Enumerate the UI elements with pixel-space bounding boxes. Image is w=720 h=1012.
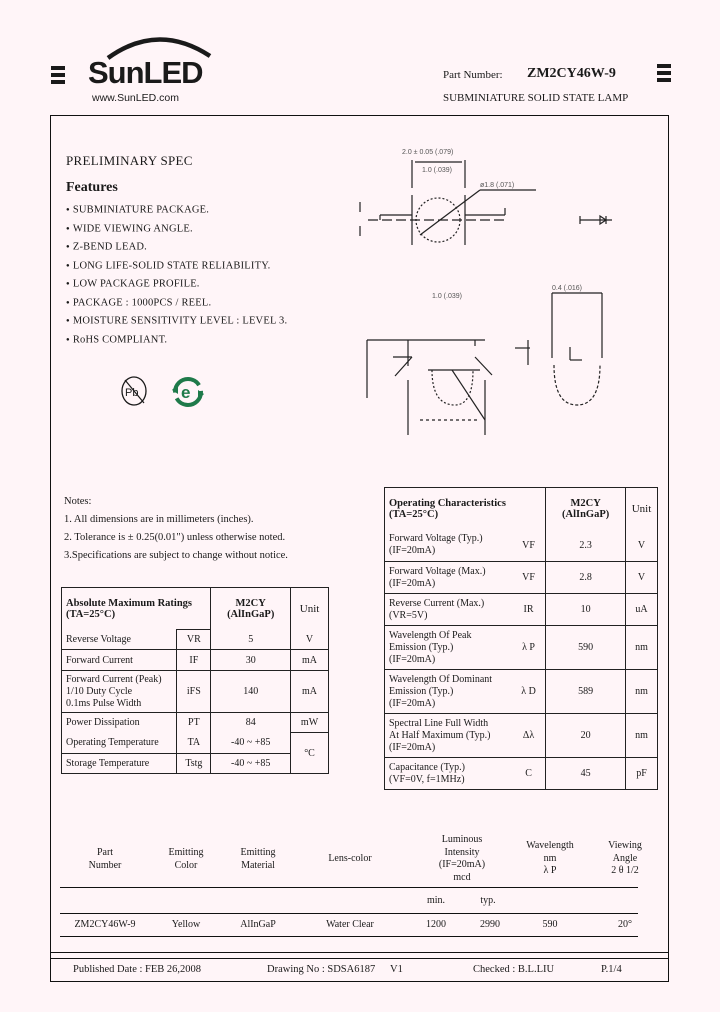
spec-status: PRELIMINARY SPEC	[66, 153, 193, 168]
table-row: Forward Voltage (Typ.) (IF=20mA) VF 2.3 V	[385, 530, 658, 562]
table-row: Forward Current (Peak) 1/10 Duty Cycle 0.1ms Pulse Width iFS 140 mA	[62, 671, 329, 713]
pb-free-icon	[120, 374, 150, 408]
feature-item: ● RoHS COMPLIANT.	[66, 331, 287, 350]
header-viewing-angle: Viewing Angle 2 θ 1/2	[608, 840, 642, 876]
footer-divider	[50, 958, 669, 959]
feature-item: ● SUBMINIATURE PACKAGE.	[66, 201, 287, 220]
abs-max-unit-header: Unit	[291, 588, 329, 630]
divider	[60, 913, 638, 914]
svg-text:e: e	[181, 383, 191, 402]
divider	[60, 887, 638, 888]
table-row: Capacitance (Typ.) (VF=0V, f=1MHz) C 45 pF	[385, 758, 658, 790]
abs-max-col-header: M2CY (AlInGaP)	[211, 588, 291, 630]
operating-characteristics-table	[384, 487, 658, 790]
header-emitting-material: Emitting Material	[240, 847, 276, 871]
svg-text:ø1.8 (.071): ø1.8 (.071)	[480, 182, 515, 189]
part-number: ZM2CY46W-9	[527, 66, 616, 81]
divider	[60, 936, 638, 937]
notes	[64, 493, 288, 565]
product-subtitle: SUBMINIATURE SOLID STATE LAMP	[443, 92, 629, 104]
abs-max-title: Absolute Maximum Ratings (TA=25°C)	[62, 588, 211, 630]
page-number: P.1/4	[601, 964, 622, 975]
header-min: min.	[426, 895, 446, 906]
op-char-col-header: M2CY (AlInGaP)	[546, 488, 626, 530]
svg-text:Pb: Pb	[125, 387, 139, 399]
op-char-unit-header: Unit	[626, 488, 658, 530]
svg-text:2.0 ± 0.05 (.079): 2.0 ± 0.05 (.079)	[402, 149, 454, 156]
svg-text:0.4 (.016): 0.4 (.016)	[552, 285, 582, 292]
feature-item: ● LOW PACKAGE PROFILE.	[66, 275, 287, 294]
checked-by: Checked : B.L.LIU	[473, 964, 555, 975]
rohs-e-icon	[169, 374, 207, 410]
feature-item: ● Z-BEND LEAD.	[66, 238, 287, 257]
part-number-label: Part Number:	[443, 69, 503, 81]
logo-url[interactable]: www.SunLED.com	[92, 92, 179, 104]
published-date: Published Date : FEB 26,2008	[73, 964, 202, 975]
table-row: Forward Current IF 30 mA	[62, 650, 329, 671]
features-list	[66, 201, 287, 349]
feature-item: ● WIDE VIEWING ANGLE.	[66, 220, 287, 239]
header-wavelength: Wavelength nm λ P	[526, 840, 574, 876]
table-row: Operating Temperature TA -40 ~ +85 °C	[62, 733, 329, 754]
feature-item: ● LONG LIFE-SOLID STATE RELIABILITY.	[66, 257, 287, 276]
table-row: Spectral Line Full Width At Half Maximum (Typ.) (IF=20mA) Δλ 20 nm	[385, 714, 658, 758]
feature-item: ● MOISTURE SENSITIVITY LEVEL : LEVEL 3.	[66, 312, 287, 331]
table-row: Reverse Voltage VR 5 V	[62, 630, 329, 650]
drawing-number: Drawing No : SDSA6187	[267, 964, 376, 975]
op-char-title: Operating Characteristics (TA=25°C)	[385, 488, 546, 530]
table-row: Wavelength Of Peak Emission (Typ.) (IF=20mA) λ P 590 nm	[385, 626, 658, 670]
features-heading: Features	[66, 180, 118, 195]
svg-text:1.0 (.039): 1.0 (.039)	[432, 293, 462, 300]
header-lens-color: Lens-color	[328, 853, 372, 864]
version: V1	[390, 964, 403, 975]
table-row: Power Dissipation PT 84 mW	[62, 713, 329, 733]
footer-divider	[50, 952, 669, 953]
header-typ: typ.	[480, 895, 496, 906]
header-emitting-color: Emitting Color	[168, 847, 204, 871]
logo-bars-right	[657, 64, 671, 85]
package-dimension-drawing	[340, 140, 630, 440]
svg-text:1.0 (.039): 1.0 (.039)	[422, 167, 452, 174]
table-row: Forward Voltage (Max.) (IF=20mA) VF 2.8 V	[385, 562, 658, 594]
header-part-number: Part Number	[88, 847, 122, 871]
logo-text: SunLED	[88, 55, 203, 90]
note-item: 3.Specifications are subject to change without notice.	[64, 550, 288, 561]
feature-item: ● PACKAGE : 1000PCS / REEL.	[66, 294, 287, 313]
note-item: 2. Tolerance is ± 0.25(0.01") unless otherwise noted.	[64, 532, 286, 543]
table-row: Reverse Current (Max.) (VR=5V) IR 10 uA	[385, 594, 658, 626]
notes-heading: Notes:	[64, 496, 92, 507]
table-row: Wavelength Of Dominant Emission (Typ.) (IF=20mA) λ D 589 nm	[385, 670, 658, 714]
table-row: Storage Temperature Tstg -40 ~ +85	[62, 754, 329, 774]
logo-bars-left	[51, 66, 65, 87]
absolute-max-ratings-table	[61, 587, 329, 774]
header-luminous-intensity: Luminous Intensity (IF=20mA) mcd	[438, 834, 486, 883]
note-item: 1. All dimensions are in millimeters (inches).	[64, 514, 254, 525]
